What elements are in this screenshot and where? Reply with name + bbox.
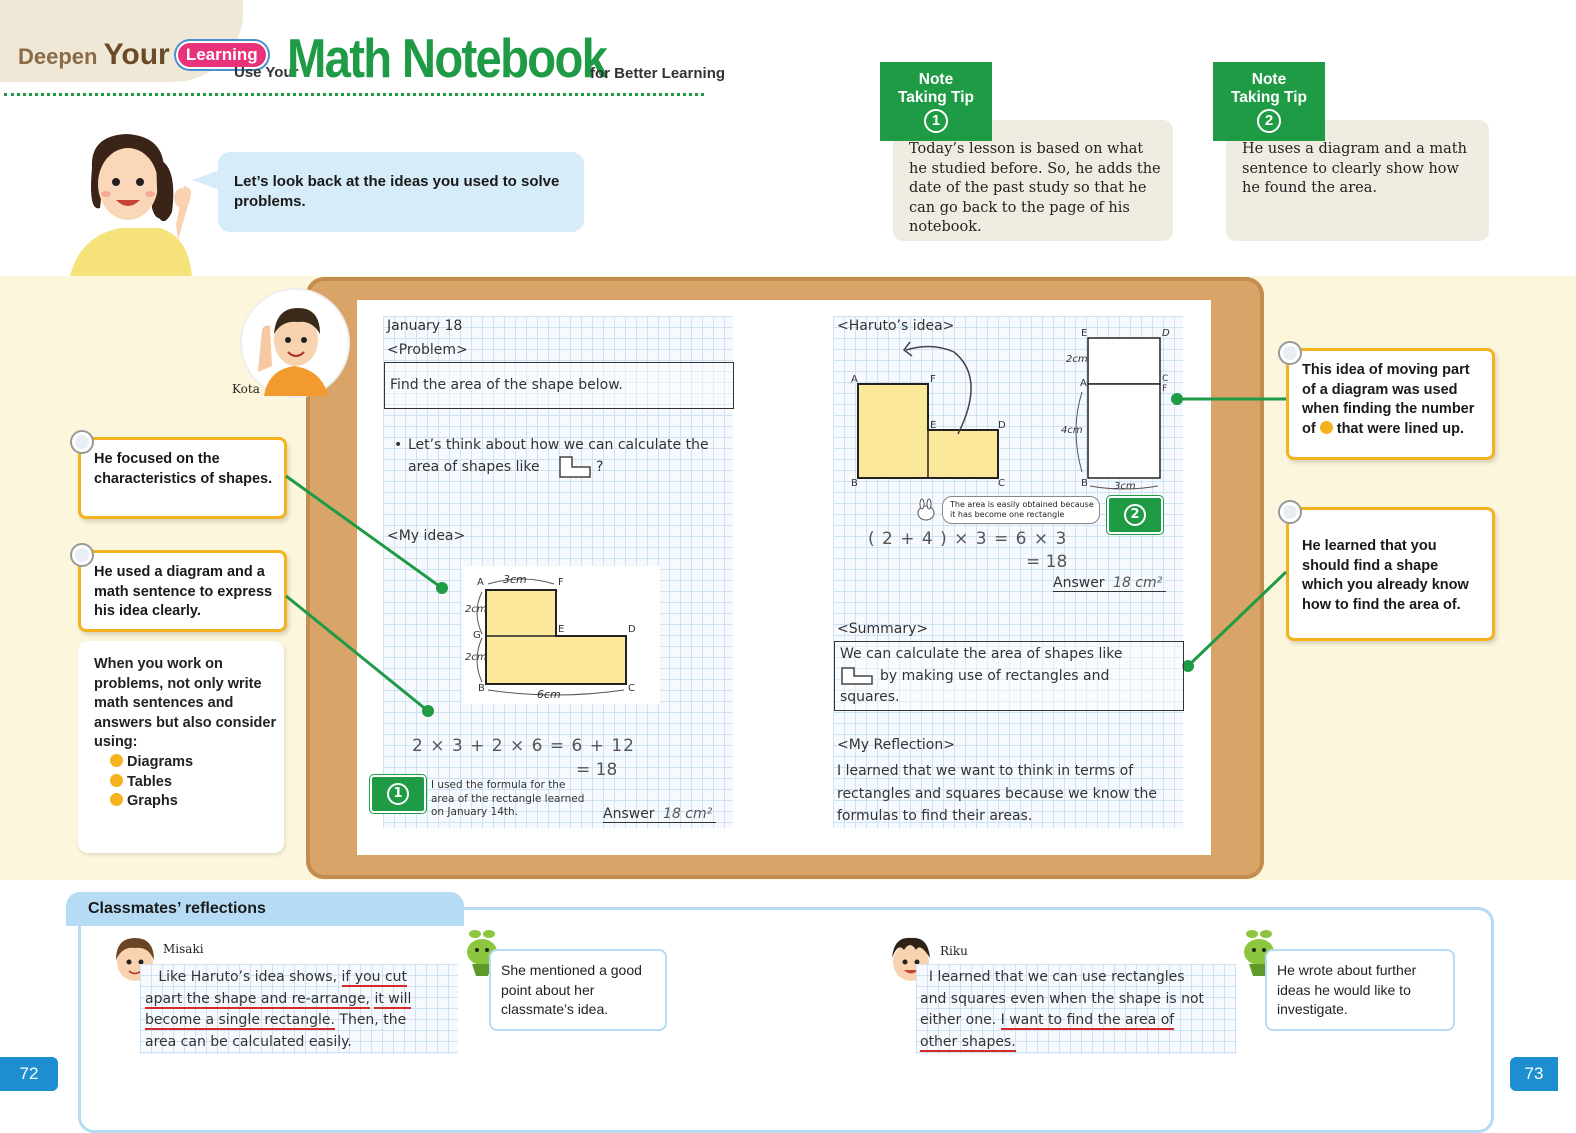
left-equation-2: = 18 (576, 760, 618, 780)
fig2-label-e: E (1081, 328, 1088, 339)
l-shape-icon (558, 455, 594, 479)
fig-label-f: F (558, 577, 564, 588)
notebook-date: January 18 (387, 318, 463, 334)
problem-text: Find the area of the shape below. (390, 377, 623, 393)
right-equation-1: ( 2 + 4 ) × 3 = 6 × 3 (868, 529, 1068, 549)
fig1-label-b: B (851, 478, 858, 489)
callout-characteristics-text: He focused on the characteristics of shapes. (94, 451, 273, 487)
left-equation-1: 2 × 3 + 2 × 6 = 6 + 12 (412, 736, 635, 756)
use-your-text: Use Your (234, 64, 299, 81)
fig2-label-d: D (1162, 328, 1170, 339)
riku-comment-bubble (1265, 949, 1455, 1031)
fig-label-g: G (473, 630, 481, 641)
misaki-comment-bubble (489, 949, 667, 1031)
fig-label-c: C (628, 683, 635, 694)
fig-label-bottom: 6cm (537, 688, 561, 701)
bullet-line-1: Let’s think about how we can calculate the (408, 437, 709, 453)
rabbit-note: The area is easily obtained because it has become one rectangle (950, 500, 1094, 519)
summary-heading: <Summary> (837, 621, 929, 637)
fig-label-b: B (478, 683, 485, 694)
bullet-line-2: area of shapes like (408, 459, 540, 475)
student-name-kota: Kota (232, 382, 260, 396)
for-better-learning-text: for Better Learning (590, 65, 726, 82)
rabbit-icon (914, 498, 938, 522)
tip-2-badge-number: 2 (1124, 504, 1146, 526)
reflection-text: I learned that we want to think in terms of rectangles and squares because we know the formulas to find their areas. (837, 763, 1158, 824)
my-idea-heading: <My idea> (387, 528, 466, 544)
riku-name: Riku (940, 944, 968, 958)
classmates-reflections-tab (66, 892, 464, 926)
callout-known-shape-text: He learned that you should find a shape which you already know how to find the area of. (1302, 538, 1469, 613)
page-number-right: 73 (1510, 1057, 1558, 1091)
riku-reflection: I learned that we can use rectangles and squares even when the shape is not either one. I want to find the area of other shapes. (920, 969, 1205, 1050)
misaki-comment: She mentioned a good point about her classmate’s idea. (501, 962, 642, 1017)
fig1-label-f: F (930, 374, 936, 385)
tools-list-item: Graphs (110, 792, 193, 812)
fig2-label-f: F (1162, 384, 1168, 394)
reflection-heading: <My Reflection> (837, 737, 955, 753)
left-tip-note: I used the formula for the area of the rectangle learned on January 14th. (431, 779, 585, 818)
your-word: Your (103, 38, 170, 71)
page-number-left: 72 (0, 1057, 58, 1091)
fig2-label-c: C (1162, 374, 1169, 384)
tip-2-badge (1107, 496, 1163, 534)
l-shape-icon (840, 666, 876, 686)
haruto-figure-1 (846, 338, 1016, 490)
misaki-reflection: Like Haruto’s idea shows, if you cut apart the shape and re-arrange, it will become a single rectangle. Then, the area can be calculated easily. (145, 969, 412, 1050)
classmates-reflections-heading: Classmates’ reflections (88, 900, 266, 917)
tools-list-item: Diagrams (110, 753, 193, 773)
tip-1-badge (370, 775, 426, 813)
rabbit-speech-bubble (942, 496, 1100, 524)
fig2-label-a: A (1080, 378, 1087, 389)
teacher-speech-text: Let’s look back at the ideas you used to solve problems. (234, 173, 560, 210)
fig-label-top: 3cm (503, 573, 527, 586)
page-title: Math Notebook (287, 27, 607, 89)
fig2-label-side: 4cm (1061, 425, 1083, 436)
haruto-idea-heading: <Haruto’s idea> (837, 318, 955, 334)
fig2-label-bottom: 3cm (1114, 481, 1136, 492)
summary-line-3: squares. (840, 689, 900, 705)
tools-list-item: Tables (110, 773, 193, 793)
fig-label-e: E (558, 624, 565, 635)
bullet-question-mark: ? (596, 459, 604, 475)
learning-badge: Learning (176, 41, 268, 69)
tools-note-text: When you work on problems, not only write math sentences and answers but also consider using: (94, 656, 277, 750)
left-answer: Answer 18 cm² (603, 806, 716, 823)
fig2-label-top: 2cm (1066, 354, 1088, 365)
haruto-figure-2 (1066, 326, 1178, 492)
tip-1-label: Note Taking Tip (897, 71, 975, 106)
problem-heading: <Problem> (387, 342, 468, 358)
right-answer: Answer 18 cm² (1053, 575, 1166, 592)
fig1-label-e: E (930, 420, 937, 431)
right-equation-2: = 18 (1026, 552, 1068, 572)
tip-1-number: 1 (924, 109, 948, 133)
summary-line-2: by making use of rectangles and (880, 668, 1110, 684)
riku-comment: He wrote about further ideas he would like to investigate. (1277, 962, 1417, 1017)
fig-label-left2: 2cm (465, 652, 487, 663)
callout-moving-part-text: This idea of moving part of a diagram was used when finding the number of that were lined up. (1302, 362, 1475, 437)
fig2-label-b: B (1081, 478, 1088, 489)
fig-label-d: D (628, 624, 636, 635)
fig-label-left1: 2cm (465, 604, 487, 615)
deepen-word: Deepen (18, 44, 98, 69)
tip-1-badge-number: 1 (387, 783, 409, 805)
fig1-label-a: A (851, 374, 858, 385)
tip-2-text: He uses a diagram and a math sentence to clearly show how he found the area. (1242, 141, 1467, 196)
tip-2-label: Note Taking Tip (1230, 71, 1308, 106)
callout-diagram-text: He used a diagram and a math sentence to express his idea clearly. (94, 564, 273, 619)
fig1-label-c: C (998, 478, 1005, 489)
tip-2-number: 2 (1257, 109, 1281, 133)
fig-label-a: A (477, 577, 484, 588)
misaki-name: Misaki (163, 942, 204, 956)
tip-1-text: Today’s lesson is based on what he studied before. So, he adds the date of the past study so that he can go back to the page of his notebook. (909, 141, 1161, 235)
fig1-label-d: D (998, 420, 1006, 431)
summary-line-1: We can calculate the area of shapes like (840, 646, 1123, 662)
bullet-dot: • (394, 437, 403, 453)
